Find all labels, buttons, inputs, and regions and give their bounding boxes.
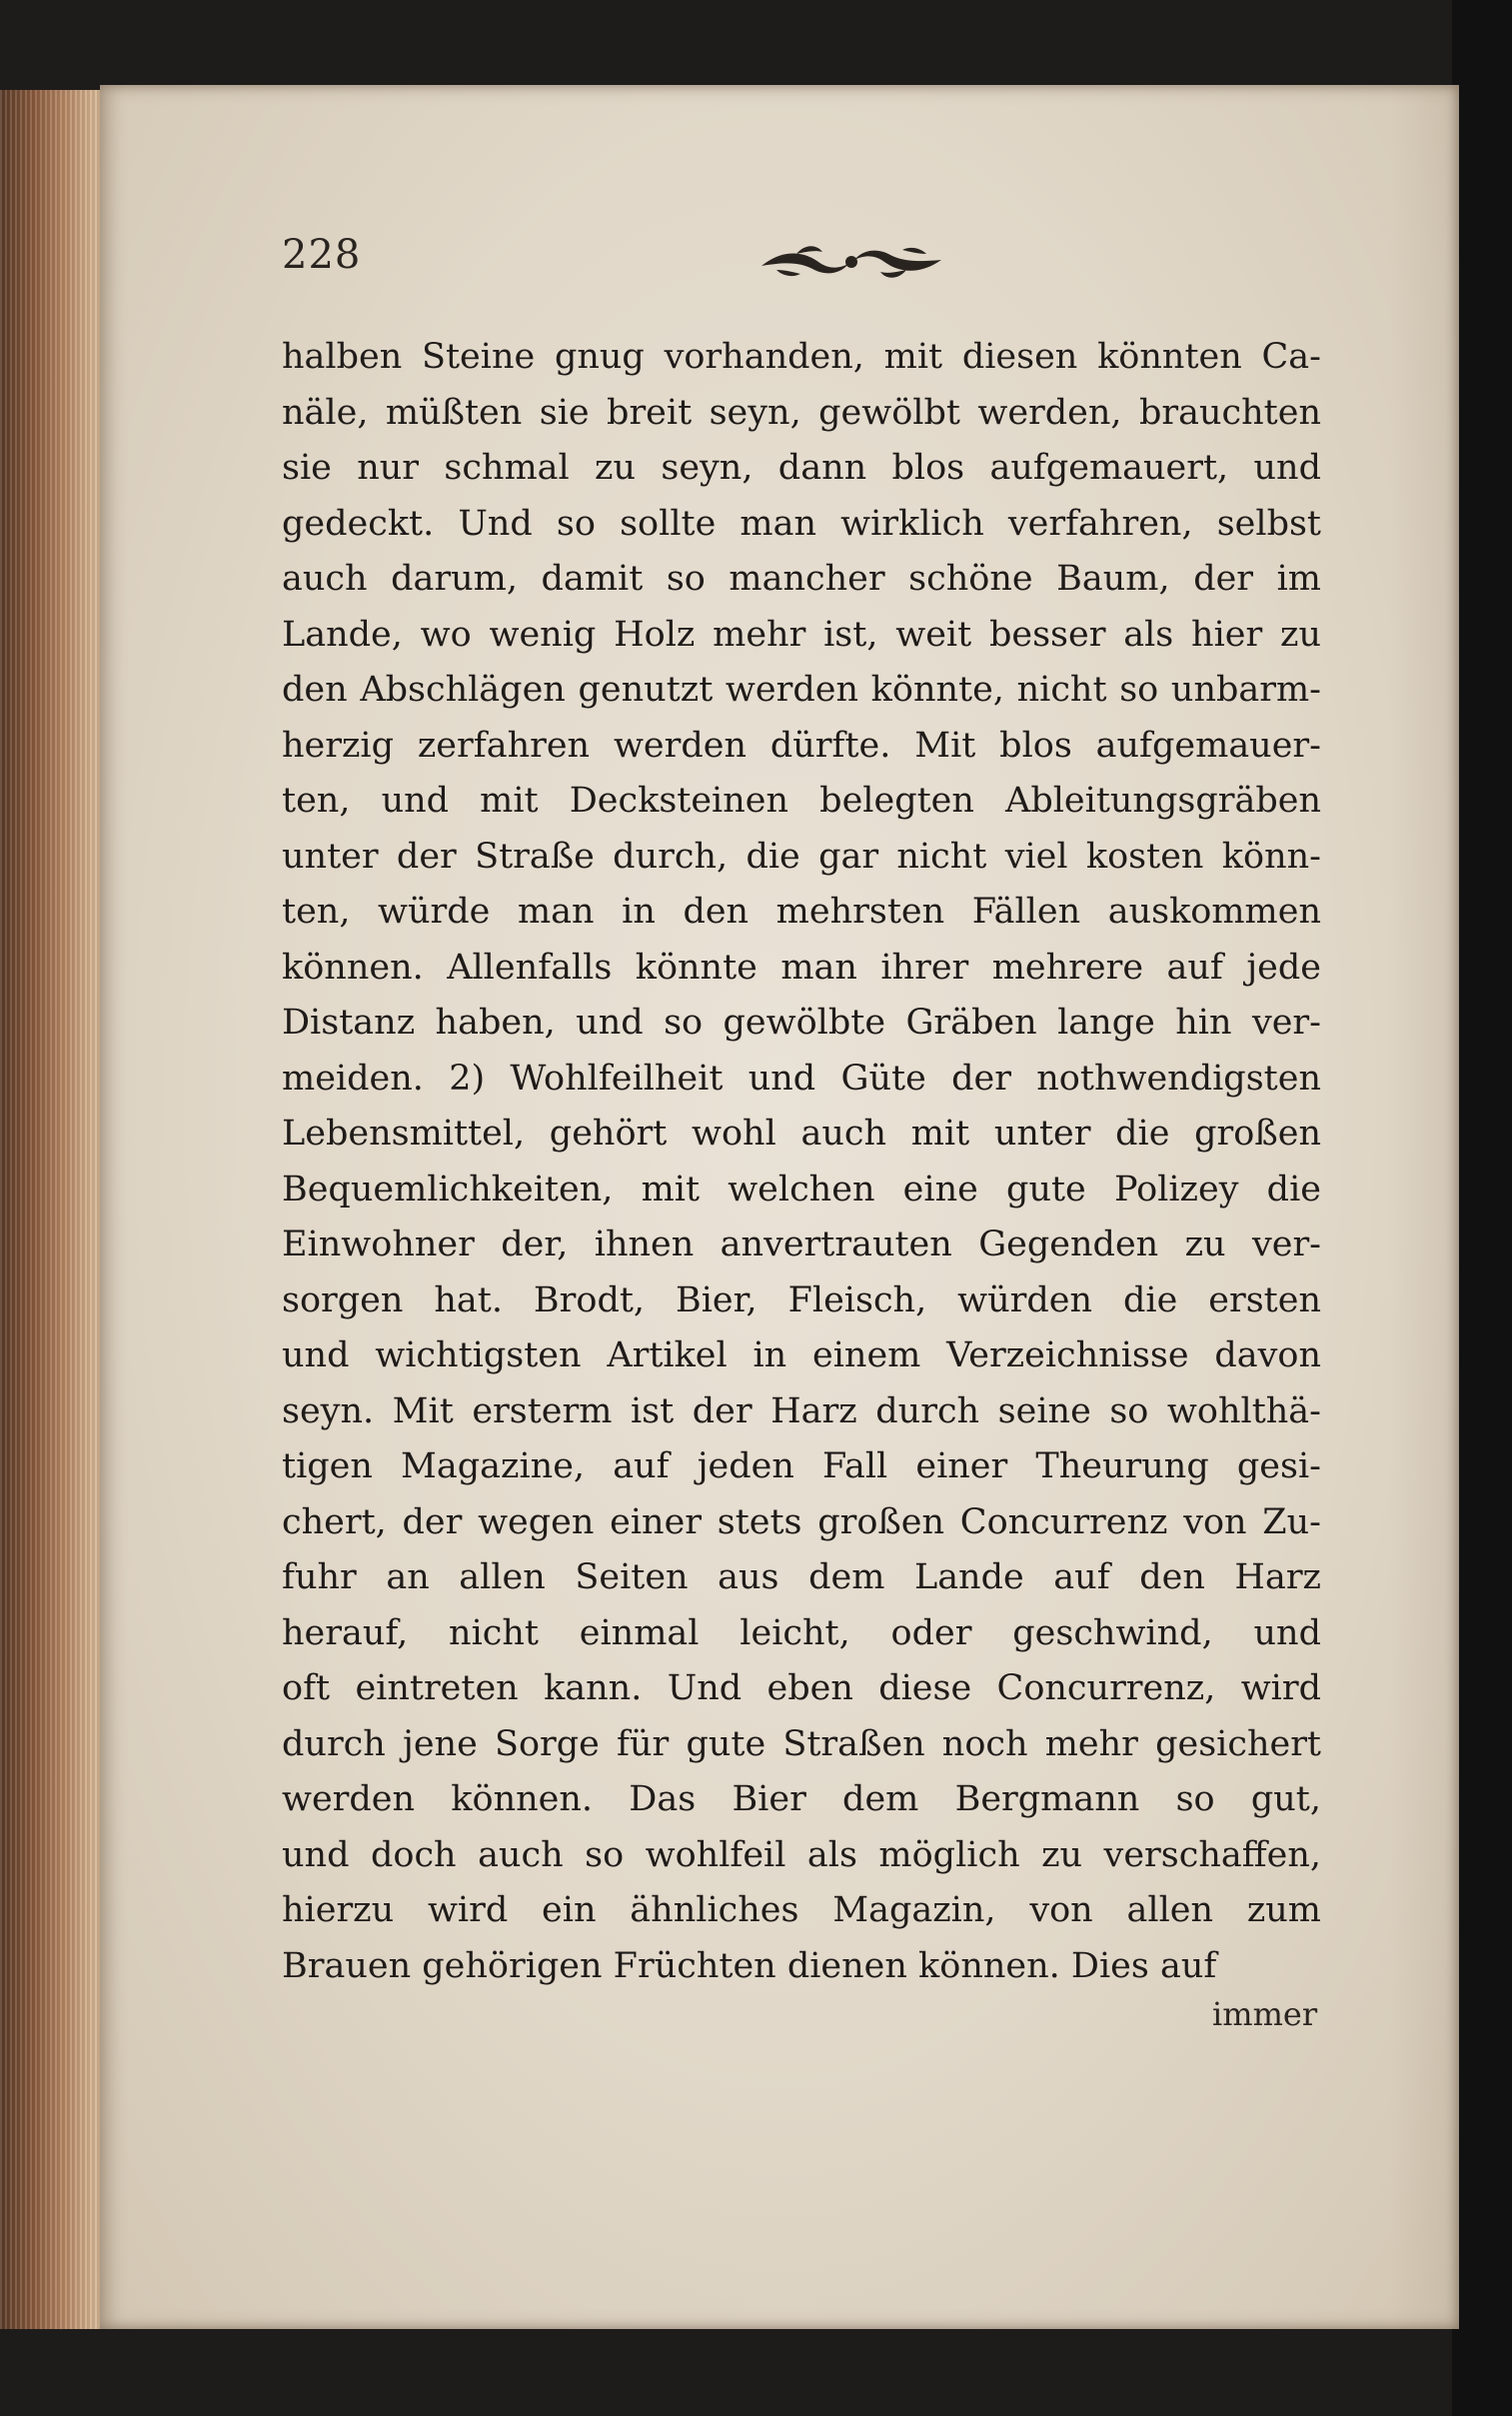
text-line: chert, der wegen einer stets großen Concurrenz von Zu- xyxy=(282,1501,1321,1542)
body-text xyxy=(282,330,1321,1994)
page-shading xyxy=(1389,85,1459,2329)
text-line: Bequemlichkeiten, mit welchen eine gute Polizey die xyxy=(282,1169,1321,1209)
text-line: seyn. Mit ersterm ist der Harz durch seine so wohlthä- xyxy=(282,1390,1321,1431)
text-line: meiden. 2) Wohlfeilheit und Güte der nothwendigsten xyxy=(282,1058,1321,1099)
book-page-edges xyxy=(0,90,110,2329)
text-line: tigen Magazine, auf jeden Fall einer Theurung gesi- xyxy=(282,1446,1321,1486)
page-number: 228 xyxy=(282,232,362,278)
text-line: hierzu wird ein ähnliches Magazin, von allen zum xyxy=(282,1890,1321,1930)
ornament-icon xyxy=(756,240,946,284)
text-line: Lande, wo wenig Holz mehr ist, weit besser als hier zu xyxy=(282,614,1321,655)
catchword: immer xyxy=(1212,1995,1318,2033)
text-line: unter der Straße durch, die gar nicht viel kosten könn- xyxy=(282,836,1321,877)
text-line: näle, müßten sie breit seyn, gewölbt werden, brauchten xyxy=(282,392,1321,433)
text-line: herzig zerfahren werden dürfte. Mit blos aufgemauer- xyxy=(282,725,1321,766)
text-line: fuhr an allen Seiten aus dem Lande auf den Harz xyxy=(282,1557,1321,1597)
text-line: auch darum, damit so mancher schöne Baum, der im xyxy=(282,559,1321,599)
background-dark xyxy=(1452,0,1512,2416)
text-line: Brauen gehörigen Früchten dienen können. Dies auf xyxy=(282,1945,1217,1986)
text-line: sorgen hat. Brodt, Bier, Fleisch, würden die ersten xyxy=(282,1279,1321,1320)
page-header xyxy=(282,232,1341,302)
text-line: können. Allenfalls könnte man ihrer mehrere auf jede xyxy=(282,947,1321,988)
text-line: herauf, nicht einmal leicht, oder geschwind, und xyxy=(282,1612,1321,1653)
text-line: Distanz haben, und so gewölbte Gräben lange hin ver- xyxy=(282,1003,1321,1043)
text-line: durch jene Sorge für gute Straßen noch mehr gesichert xyxy=(282,1723,1321,1764)
text-line: oft eintreten kann. Und eben diese Concurrenz, wird xyxy=(282,1668,1321,1708)
text-line: halben Steine gnug vorhanden, mit diesen könnten Ca- xyxy=(282,337,1321,377)
text-line: Einwohner der, ihnen anvertrauten Gegenden zu ver- xyxy=(282,1224,1321,1264)
text-line: Lebensmittel, gehört wohl auch mit unter die großen xyxy=(282,1114,1321,1154)
text-line: den Abschlägen genutzt werden könnte, nicht so unbarm- xyxy=(282,670,1321,710)
text-line: ten, und mit Decksteinen belegten Ableitungsgräben xyxy=(282,781,1321,821)
text-line: ten, würde man in den mehrsten Fällen auskommen xyxy=(282,892,1321,932)
text-line: und doch auch so wohlfeil als möglich zu verschaffen, xyxy=(282,1834,1321,1875)
text-line: und wichtigsten Artikel in einem Verzeichnisse davon xyxy=(282,1335,1321,1375)
text-line: gedeckt. Und so sollte man wirklich verfahren, selbst xyxy=(282,503,1321,544)
text-line: sie nur schmal zu seyn, dann blos aufgemauert, und xyxy=(282,448,1321,488)
text-line: werden können. Das Bier dem Bergmann so gut, xyxy=(282,1779,1321,1819)
